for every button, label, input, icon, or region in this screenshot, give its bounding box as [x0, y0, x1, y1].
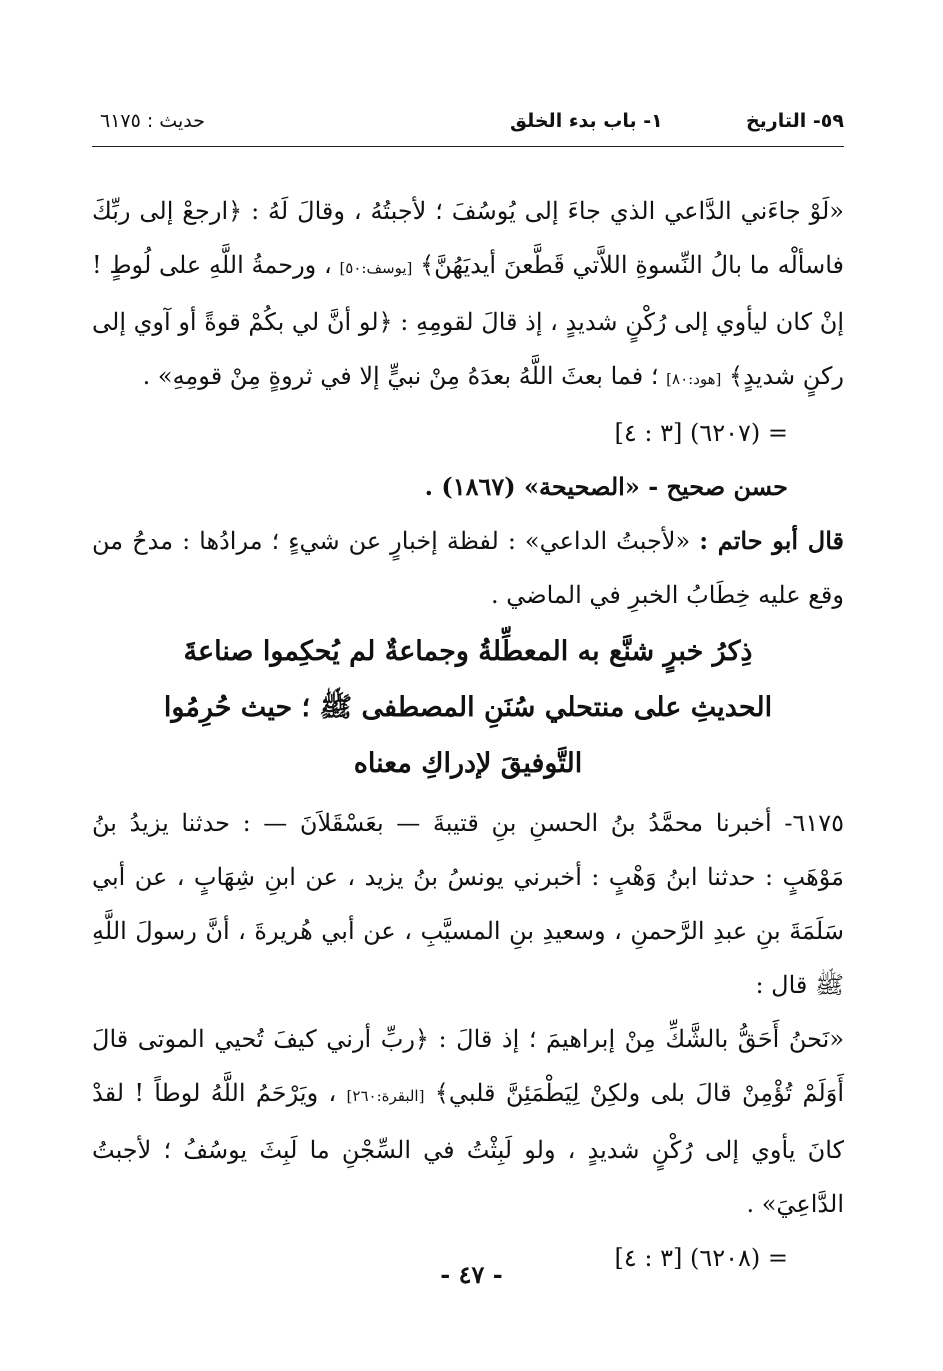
- hadith-text: «لَوْ جاءَني الدَّاعي الذي جاءَ إلى يُوسُفَ ؛ لأجبتُهُ ، وقالَ لَهُ : ﴿ارجعْ إلى ربِّكَ فاسألْه ما بالُ النِّسوةِ اللاَّتي قَطَّعنَ أيديَهُنَّ﴾ [يوسف:٥٠] ، ورحمةُ اللَّهِ على لُوطٍ ! إنْ كان ليأوي إلى رُكْنٍ شديدٍ ، إذ قالَ لقومِهِ : ﴿لو أنَّ لي بكُمْ قوةً أو آوي إلى ركنٍ شديدٍ﴾ [هود:٨٠] ؛ فما بعثَ اللَّهُ بعدَهُ مِنْ نبيٍّ إلا في ثروةٍ مِنْ قومِهِ» .: [92, 197, 844, 390]
- chapter-heading-line: ذِكرُ خبرٍ شنَّع به المعطِّلةُ وجماعةٌ لم يُحكِموا صناعةَ: [183, 636, 753, 667]
- quran-reference: [البقرة:٢٦٠]: [346, 1087, 425, 1105]
- hadith-number: ٦١٧٥-: [784, 809, 844, 837]
- chapter-heading-line: التَّوفيقَ لإدراكِ معناه: [353, 748, 583, 779]
- page-body: [92, 184, 844, 1285]
- quran-reference: [هود:٨٠]: [666, 370, 722, 388]
- running-header-title: [510, 110, 844, 132]
- takhrij-reference: = (٦٢٠٨) [٣ : ٤]: [614, 1244, 788, 1272]
- page-number: - ٤٧ -: [440, 1260, 503, 1289]
- header-divider: [92, 146, 844, 147]
- hadith-matn: «نَحنُ أَحَقُّ بالشَّكِّ مِنْ إبراهيمَ ؛ إذ قالَ : ﴿ربِّ أرني كيفَ تُحيي الموتى قالَ أَوَلَمْ تُؤْمِنْ قالَ بلى ولكِنْ لِيَطْمَئِنَّ قلبي﴾ [البقرة:٢٦٠] ، ويَرْحَمُ اللَّهُ لوطاً ! لقدْ كانَ يأوي إلى رُكْنٍ شديدٍ ، ولو لَبِثْتُ في السِّجْنِ ما لَبِثَ يوسُفُ ؛ لأجبتُ الدَّاعِيَ» .: [92, 1025, 844, 1218]
- chapter-heading-line: الحديثِ على منتحلي سُنَنِ المصطفى ﷺ ؛ حيث حُرِمُوا: [163, 692, 773, 723]
- section-title: ٥٩- التاريخ: [745, 110, 844, 132]
- hadith-isnad: ٦١٧٥- أخبرنا محمَّدُ بنُ الحسنِ بنِ قتيبةَ — بعَسْقَلاَنَ — : حدثنا يزيدُ بنُ مَوْهَبٍ : حدثنا ابنُ وَهْبٍ : أخبرني يونسُ بنُ يزيد ، عن ابنِ شِهَابٍ ، عن أبي سَلَمَةَ بنِ عبدِ الرَّحمنِ ، وسعيدِ بنِ المسيَّبِ ، عن أبي هُريرةَ ، أنَّ رسولَ اللَّهِ ﷺ قال :: [92, 809, 844, 999]
- commentary: [92, 514, 844, 622]
- chapter-heading: [92, 624, 844, 792]
- quran-reference: [يوسف:٥٠]: [339, 259, 413, 277]
- commentary-text: «لأجبتُ الداعي» : لفظة إخبارٍ عن شيءٍ ؛ مرادُها : مدحُ من وقع عليه خِطَابُ الخبرِ في الماضي .: [92, 527, 844, 609]
- hadith-grade: حسن صحيح - «الصحيحة» (١٨٦٧) .: [424, 472, 788, 501]
- chapter-title: ١- باب بدء الخلق: [509, 110, 663, 132]
- takhrij-reference: = (٦٢٠٧) [٣ : ٤]: [614, 419, 788, 447]
- running-header: [92, 110, 844, 144]
- commentary-speaker: قال أبو حاتم :: [699, 526, 844, 555]
- hadith-reference: حديث : ٦١٧٥: [100, 110, 205, 132]
